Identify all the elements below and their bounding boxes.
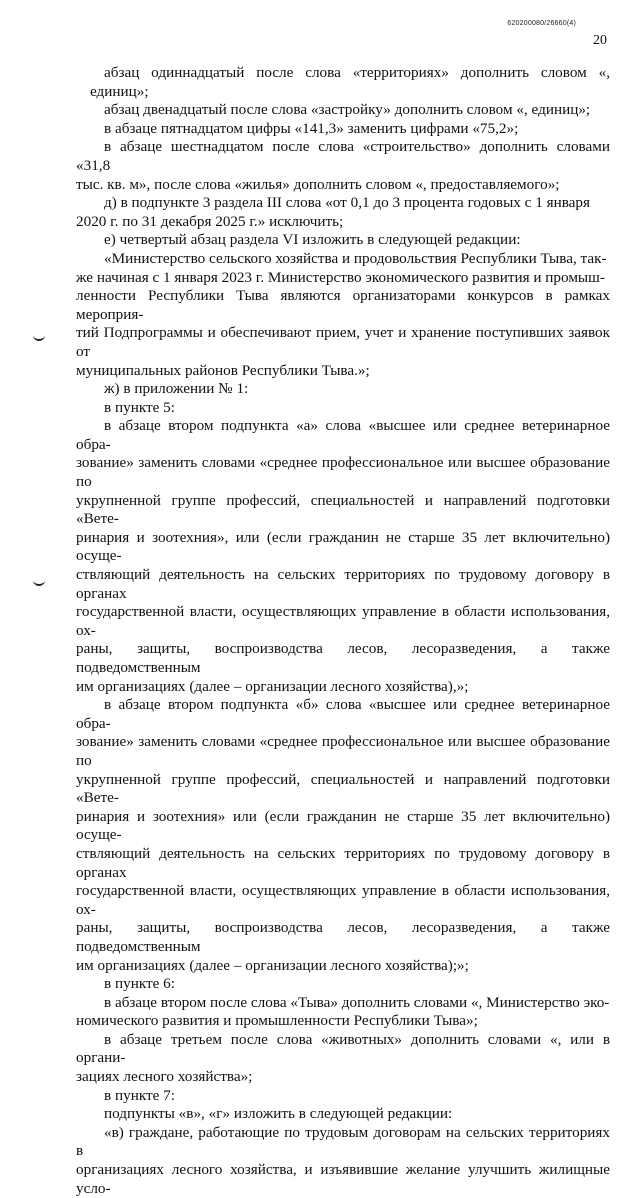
paragraph: ж) в приложении № 1: <box>104 380 249 398</box>
document-body <box>76 64 610 1198</box>
paragraph: абзац двенадцатый после слова «застройку» дополнить словом «, единиц»; <box>104 101 591 119</box>
paragraph: в абзаце шестнадцатом после слова «строительство» дополнить словами «31,8 тыс. кв. м», после слова «жилья» дополнить словом «, предоставляемого»; <box>76 138 610 193</box>
page-number: 20 <box>593 33 607 48</box>
paragraph: е) четвертый абзац раздела VI изложить в следующей редакции: <box>104 231 521 249</box>
paragraph: в абзаце втором подпункта «б» слова «высшее или среднее ветеринарное обра- зование» заменить словами «среднее профессиональное или высшее образование по укрупненной группе профессий, специальностей и направлений подготовки «Вете- ринария и зоотехния» или (если гражданин не старше 35 лет включительно) осуще- ствляющий деятельность на сельских территориях по трудовому договору в органах государственной власти, осуществляющих управление в области использования, ох- раны, защиты, воспроизводства лесов, лесоразведения, а также подведомственным им организациях (далее – организации лесного хозяйства);»; <box>76 696 610 974</box>
paragraph: подпункты «в», «г» изложить в следующей редакции: <box>104 1105 453 1123</box>
paragraph: в пункте 7: <box>104 1086 175 1104</box>
paragraph: «в) граждане, работающие по трудовым договорам на сельских территориях в организациях лесного хозяйства, и изъявившие желание улучшить жилищные усло- <box>76 1123 610 1197</box>
paragraph: в абзаце втором после слова «Тыва» дополнить словами «, Министерство эко- номического развития и промышленности Республики Тыва»; <box>76 993 610 1030</box>
paragraph: д) в подпункте 3 раздела III слова «от 0,1 до 3 процента годовых с 1 января 2020 г. по 31 декабря 2025 г.» исключить; <box>76 194 590 230</box>
document-id: 620200080/26660(4) <box>507 20 576 27</box>
paragraph: абзац одиннадцатый после слова «территориях» дополнить словом «, единиц»; <box>90 64 610 100</box>
paragraph: «Министерство сельского хозяйства и продовольствия Республики Тыва, так- же начиная с 1 января 2023 г. Министерство экономического развития и промыш- ленности Республики Тыва являются организаторами конкурсов в рамках мероприя- тий Подпрограммы и обеспечивают прием, учет и хранение поступивших заявок от муниципальных районов Республики Тыва.»; <box>76 249 610 379</box>
paragraph: в абзаце третьем после слова «животных» дополнить словами «, или в органи- зациях лесного хозяйства»; <box>76 1030 610 1086</box>
margin-mark-icon <box>33 333 45 341</box>
paragraph: в абзаце втором подпункта «а» слова «высшее или среднее ветеринарное обра- зование» заменить словами «среднее профессиональное или высшее образование по укрупненной группе профессий, специальностей и направлений подготовки «Вете- ринария и зоотехния», или (если гражданин не старше 35 лет включительно) осуще- ствляющий деятельность на сельских территориях по трудовому договору в органах государственной власти, осуществляющих управление в области использования, ох- раны, защиты, воспроизводства лесов, лесоразведения, а также подведомственным им организациях (далее – организации лесного хозяйства),»; <box>76 417 610 695</box>
paragraph: в пункте 6: <box>104 975 175 993</box>
margin-mark-icon <box>33 578 45 586</box>
paragraph: в абзаце пятнадцатом цифры «141,3» заменить цифрами «75,2»; <box>104 119 519 137</box>
paragraph: в пункте 5: <box>104 398 175 416</box>
